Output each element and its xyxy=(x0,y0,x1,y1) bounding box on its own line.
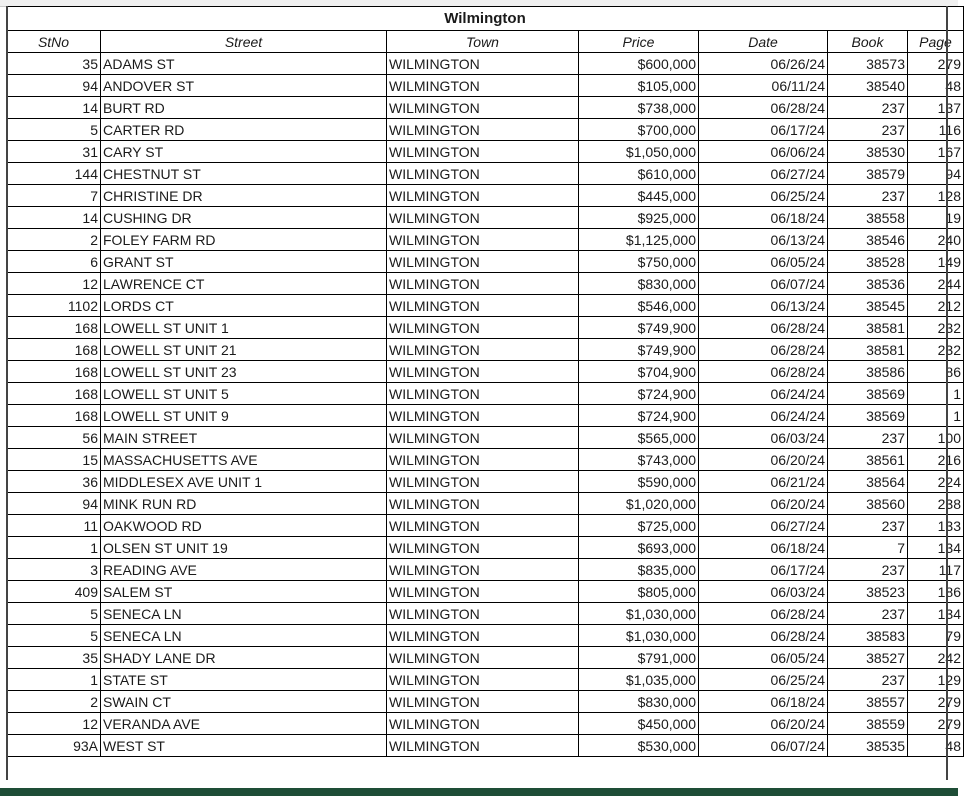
cell-street: CARTER RD xyxy=(101,119,387,141)
cell-stno: 36 xyxy=(7,471,101,493)
cell-date: 06/28/24 xyxy=(699,603,828,625)
cell-town: WILMINGTON xyxy=(387,207,579,229)
cell-stno: 14 xyxy=(7,97,101,119)
cell-town: WILMINGTON xyxy=(387,361,579,383)
cell-page: 128 xyxy=(908,185,964,207)
cell-date: 06/26/24 xyxy=(699,53,828,75)
cell-price: $830,000 xyxy=(579,273,699,295)
cell-date: 06/27/24 xyxy=(699,163,828,185)
col-header-stno: StNo xyxy=(7,31,101,53)
cell-date: 06/03/24 xyxy=(699,581,828,603)
cell-date: 06/17/24 xyxy=(699,119,828,141)
cell-price: $791,000 xyxy=(579,647,699,669)
cell-page: 94 xyxy=(908,163,964,185)
cell-town: WILMINGTON xyxy=(387,383,579,405)
cell-price: $724,900 xyxy=(579,405,699,427)
cell-town: WILMINGTON xyxy=(387,229,579,251)
cell-price: $1,125,000 xyxy=(579,229,699,251)
cell-book: 38569 xyxy=(828,405,908,427)
cell-street: SHADY LANE DR xyxy=(101,647,387,669)
cell-price: $450,000 xyxy=(579,713,699,735)
col-header-town: Town xyxy=(387,31,579,53)
col-header-page: Page xyxy=(908,31,964,53)
cell-price: $743,000 xyxy=(579,449,699,471)
cell-town: WILMINGTON xyxy=(387,141,579,163)
cell-stno: 14 xyxy=(7,207,101,229)
cell-page: 186 xyxy=(908,581,964,603)
cell-street: ADAMS ST xyxy=(101,53,387,75)
cell-page: 48 xyxy=(908,75,964,97)
table-row xyxy=(7,493,964,515)
cell-date: 06/28/24 xyxy=(699,625,828,647)
cell-street: READING AVE xyxy=(101,559,387,581)
table-row xyxy=(7,317,964,339)
cell-street: WEST ST xyxy=(101,735,387,757)
cell-stno: 3 xyxy=(7,559,101,581)
cell-town: WILMINGTON xyxy=(387,185,579,207)
cell-town: WILMINGTON xyxy=(387,97,579,119)
cell-stno: 6 xyxy=(7,251,101,273)
cell-town: WILMINGTON xyxy=(387,581,579,603)
cell-street: STATE ST xyxy=(101,669,387,691)
cell-price: $600,000 xyxy=(579,53,699,75)
cell-book: 7 xyxy=(828,537,908,559)
cell-book: 38579 xyxy=(828,163,908,185)
cell-book: 38545 xyxy=(828,295,908,317)
cell-stno: 11 xyxy=(7,515,101,537)
cell-date: 06/24/24 xyxy=(699,383,828,405)
cell-page: 232 xyxy=(908,339,964,361)
col-header-price: Price xyxy=(579,31,699,53)
cell-stno: 168 xyxy=(7,361,101,383)
cell-book: 38557 xyxy=(828,691,908,713)
table-title: Wilmington xyxy=(7,7,964,31)
cell-price: $565,000 xyxy=(579,427,699,449)
cell-date: 06/28/24 xyxy=(699,317,828,339)
cell-date: 06/05/24 xyxy=(699,647,828,669)
cell-book: 38535 xyxy=(828,735,908,757)
table-row xyxy=(7,251,964,273)
cell-stno: 168 xyxy=(7,339,101,361)
cell-price: $738,000 xyxy=(579,97,699,119)
cell-book: 38581 xyxy=(828,339,908,361)
cell-page: 224 xyxy=(908,471,964,493)
cell-book: 38546 xyxy=(828,229,908,251)
cell-date: 06/20/24 xyxy=(699,449,828,471)
cell-town: WILMINGTON xyxy=(387,735,579,757)
cell-stno: 1 xyxy=(7,669,101,691)
cell-street: SALEM ST xyxy=(101,581,387,603)
cell-stno: 94 xyxy=(7,493,101,515)
cell-page: 48 xyxy=(908,735,964,757)
cell-street: BURT RD xyxy=(101,97,387,119)
cell-price: $1,035,000 xyxy=(579,669,699,691)
cell-price: $445,000 xyxy=(579,185,699,207)
col-header-date: Date xyxy=(699,31,828,53)
table-row xyxy=(7,559,964,581)
table-row xyxy=(7,185,964,207)
table-row xyxy=(7,295,964,317)
cell-page: 232 xyxy=(908,317,964,339)
cell-price: $105,000 xyxy=(579,75,699,97)
cell-price: $1,030,000 xyxy=(579,603,699,625)
cell-stno: 93A xyxy=(7,735,101,757)
cell-book: 38558 xyxy=(828,207,908,229)
table-row xyxy=(7,691,964,713)
cell-page: 117 xyxy=(908,559,964,581)
cell-page: 116 xyxy=(908,119,964,141)
cell-town: WILMINGTON xyxy=(387,163,579,185)
cell-price: $1,020,000 xyxy=(579,493,699,515)
cell-page: 134 xyxy=(908,603,964,625)
cell-price: $530,000 xyxy=(579,735,699,757)
cell-book: 237 xyxy=(828,97,908,119)
cell-town: WILMINGTON xyxy=(387,713,579,735)
cell-town: WILMINGTON xyxy=(387,449,579,471)
cell-price: $1,050,000 xyxy=(579,141,699,163)
cell-page: 279 xyxy=(908,691,964,713)
cell-book: 237 xyxy=(828,603,908,625)
cell-stno: 35 xyxy=(7,647,101,669)
table-row xyxy=(7,97,964,119)
cell-street: SENECA LN xyxy=(101,603,387,625)
cell-book: 38530 xyxy=(828,141,908,163)
col-header-street: Street xyxy=(101,31,387,53)
cell-page: 100 xyxy=(908,427,964,449)
cell-page: 216 xyxy=(908,449,964,471)
cell-stno: 15 xyxy=(7,449,101,471)
cell-date: 06/28/24 xyxy=(699,339,828,361)
cell-street: CHRISTINE DR xyxy=(101,185,387,207)
cell-stno: 5 xyxy=(7,625,101,647)
cell-street: CHESTNUT ST xyxy=(101,163,387,185)
cell-price: $724,900 xyxy=(579,383,699,405)
cell-street: MAIN STREET xyxy=(101,427,387,449)
cell-town: WILMINGTON xyxy=(387,53,579,75)
cell-street: LORDS CT xyxy=(101,295,387,317)
cell-date: 06/17/24 xyxy=(699,559,828,581)
cell-book: 38559 xyxy=(828,713,908,735)
col-header-book: Book xyxy=(828,31,908,53)
cell-book: 38569 xyxy=(828,383,908,405)
header-row xyxy=(7,31,964,53)
cell-book: 237 xyxy=(828,185,908,207)
table-row xyxy=(7,713,964,735)
cell-street: OAKWOOD RD xyxy=(101,515,387,537)
cell-street: LOWELL ST UNIT 23 xyxy=(101,361,387,383)
cell-town: WILMINGTON xyxy=(387,119,579,141)
cell-page: 86 xyxy=(908,361,964,383)
cell-stno: 2 xyxy=(7,691,101,713)
cell-date: 06/18/24 xyxy=(699,691,828,713)
cell-price: $749,900 xyxy=(579,339,699,361)
cell-street: LOWELL ST UNIT 1 xyxy=(101,317,387,339)
cell-date: 06/11/24 xyxy=(699,75,828,97)
cell-town: WILMINGTON xyxy=(387,75,579,97)
cell-town: WILMINGTON xyxy=(387,625,579,647)
cell-book: 237 xyxy=(828,559,908,581)
cell-book: 38561 xyxy=(828,449,908,471)
cell-street: MINK RUN RD xyxy=(101,493,387,515)
cell-street: SENECA LN xyxy=(101,625,387,647)
cell-stno: 12 xyxy=(7,713,101,735)
table-row xyxy=(7,141,964,163)
cell-date: 06/20/24 xyxy=(699,493,828,515)
cell-price: $590,000 xyxy=(579,471,699,493)
cell-stno: 168 xyxy=(7,405,101,427)
bottom-bar xyxy=(0,788,958,796)
cell-price: $704,900 xyxy=(579,361,699,383)
cell-street: CARY ST xyxy=(101,141,387,163)
table-row xyxy=(7,383,964,405)
cell-town: WILMINGTON xyxy=(387,559,579,581)
cell-book: 38573 xyxy=(828,53,908,75)
cell-price: $546,000 xyxy=(579,295,699,317)
table-row xyxy=(7,53,964,75)
cell-book: 38586 xyxy=(828,361,908,383)
cell-page: 212 xyxy=(908,295,964,317)
cell-page: 279 xyxy=(908,713,964,735)
table-row xyxy=(7,449,964,471)
cell-date: 06/03/24 xyxy=(699,427,828,449)
cell-date: 06/27/24 xyxy=(699,515,828,537)
cell-page: 149 xyxy=(908,251,964,273)
cell-street: CUSHING DR xyxy=(101,207,387,229)
cell-book: 38523 xyxy=(828,581,908,603)
cell-page: 279 xyxy=(908,53,964,75)
cell-stno: 35 xyxy=(7,53,101,75)
cell-book: 237 xyxy=(828,119,908,141)
cell-street: SWAIN CT xyxy=(101,691,387,713)
cell-town: WILMINGTON xyxy=(387,691,579,713)
cell-street: LAWRENCE CT xyxy=(101,273,387,295)
cell-date: 06/20/24 xyxy=(699,713,828,735)
cell-price: $725,000 xyxy=(579,515,699,537)
cell-town: WILMINGTON xyxy=(387,493,579,515)
cell-page: 129 xyxy=(908,669,964,691)
cell-price: $830,000 xyxy=(579,691,699,713)
sales-table xyxy=(6,6,964,757)
cell-town: WILMINGTON xyxy=(387,603,579,625)
table-row xyxy=(7,207,964,229)
cell-stno: 1102 xyxy=(7,295,101,317)
table-row xyxy=(7,581,964,603)
cell-page: 240 xyxy=(908,229,964,251)
cell-stno: 56 xyxy=(7,427,101,449)
cell-stno: 94 xyxy=(7,75,101,97)
table-row xyxy=(7,603,964,625)
cell-page: 244 xyxy=(908,273,964,295)
cell-page: 79 xyxy=(908,625,964,647)
cell-price: $925,000 xyxy=(579,207,699,229)
cell-street: MIDDLESEX AVE UNIT 1 xyxy=(101,471,387,493)
cell-book: 237 xyxy=(828,669,908,691)
cell-stno: 5 xyxy=(7,119,101,141)
cell-town: WILMINGTON xyxy=(387,339,579,361)
cell-town: WILMINGTON xyxy=(387,669,579,691)
cell-price: $1,030,000 xyxy=(579,625,699,647)
cell-stno: 168 xyxy=(7,317,101,339)
cell-page: 238 xyxy=(908,493,964,515)
cell-street: GRANT ST xyxy=(101,251,387,273)
cell-book: 38536 xyxy=(828,273,908,295)
cell-date: 06/21/24 xyxy=(699,471,828,493)
cell-price: $700,000 xyxy=(579,119,699,141)
cell-page: 242 xyxy=(908,647,964,669)
table-row xyxy=(7,229,964,251)
table-row xyxy=(7,273,964,295)
cell-page: 133 xyxy=(908,515,964,537)
table-row xyxy=(7,537,964,559)
cell-date: 06/25/24 xyxy=(699,185,828,207)
cell-street: LOWELL ST UNIT 5 xyxy=(101,383,387,405)
cell-page: 1 xyxy=(908,383,964,405)
table-row xyxy=(7,119,964,141)
cell-town: WILMINGTON xyxy=(387,317,579,339)
cell-stno: 31 xyxy=(7,141,101,163)
cell-book: 38528 xyxy=(828,251,908,273)
cell-date: 06/13/24 xyxy=(699,295,828,317)
cell-price: $750,000 xyxy=(579,251,699,273)
cell-town: WILMINGTON xyxy=(387,427,579,449)
cell-town: WILMINGTON xyxy=(387,515,579,537)
cell-price: $693,000 xyxy=(579,537,699,559)
cell-stno: 144 xyxy=(7,163,101,185)
cell-street: LOWELL ST UNIT 21 xyxy=(101,339,387,361)
table-row xyxy=(7,735,964,757)
table-row xyxy=(7,75,964,97)
table-body xyxy=(7,53,964,757)
cell-date: 06/28/24 xyxy=(699,97,828,119)
cell-book: 38564 xyxy=(828,471,908,493)
table-row xyxy=(7,163,964,185)
cell-page: 134 xyxy=(908,537,964,559)
cell-town: WILMINGTON xyxy=(387,295,579,317)
cell-date: 06/05/24 xyxy=(699,251,828,273)
cell-street: MASSACHUSETTS AVE xyxy=(101,449,387,471)
cell-date: 06/13/24 xyxy=(699,229,828,251)
cell-price: $610,000 xyxy=(579,163,699,185)
cell-town: WILMINGTON xyxy=(387,405,579,427)
cell-date: 06/18/24 xyxy=(699,207,828,229)
cell-street: OLSEN ST UNIT 19 xyxy=(101,537,387,559)
table-row xyxy=(7,339,964,361)
cell-street: FOLEY FARM RD xyxy=(101,229,387,251)
cell-town: WILMINGTON xyxy=(387,647,579,669)
cell-street: LOWELL ST UNIT 9 xyxy=(101,405,387,427)
table-row xyxy=(7,405,964,427)
cell-date: 06/07/24 xyxy=(699,273,828,295)
cell-street: ANDOVER ST xyxy=(101,75,387,97)
cell-price: $749,900 xyxy=(579,317,699,339)
cell-date: 06/07/24 xyxy=(699,735,828,757)
table-row xyxy=(7,669,964,691)
cell-town: WILMINGTON xyxy=(387,471,579,493)
cell-street: VERANDA AVE xyxy=(101,713,387,735)
cell-book: 237 xyxy=(828,515,908,537)
cell-stno: 1 xyxy=(7,537,101,559)
table-row xyxy=(7,427,964,449)
cell-stno: 12 xyxy=(7,273,101,295)
cell-book: 237 xyxy=(828,427,908,449)
cell-stno: 409 xyxy=(7,581,101,603)
cell-book: 38527 xyxy=(828,647,908,669)
cell-book: 38583 xyxy=(828,625,908,647)
cell-date: 06/25/24 xyxy=(699,669,828,691)
table-row xyxy=(7,625,964,647)
cell-date: 06/06/24 xyxy=(699,141,828,163)
cell-book: 38540 xyxy=(828,75,908,97)
cell-page: 1 xyxy=(908,405,964,427)
cell-price: $805,000 xyxy=(579,581,699,603)
cell-book: 38581 xyxy=(828,317,908,339)
table-row xyxy=(7,515,964,537)
cell-page: 19 xyxy=(908,207,964,229)
table-row xyxy=(7,361,964,383)
cell-town: WILMINGTON xyxy=(387,273,579,295)
cell-price: $835,000 xyxy=(579,559,699,581)
cell-stno: 5 xyxy=(7,603,101,625)
table-row xyxy=(7,471,964,493)
cell-page: 137 xyxy=(908,97,964,119)
table-row xyxy=(7,647,964,669)
cell-date: 06/18/24 xyxy=(699,537,828,559)
cell-stno: 168 xyxy=(7,383,101,405)
cell-stno: 7 xyxy=(7,185,101,207)
cell-date: 06/24/24 xyxy=(699,405,828,427)
cell-town: WILMINGTON xyxy=(387,537,579,559)
cell-town: WILMINGTON xyxy=(387,251,579,273)
cell-book: 38560 xyxy=(828,493,908,515)
cell-date: 06/28/24 xyxy=(699,361,828,383)
cell-stno: 2 xyxy=(7,229,101,251)
cell-page: 167 xyxy=(908,141,964,163)
